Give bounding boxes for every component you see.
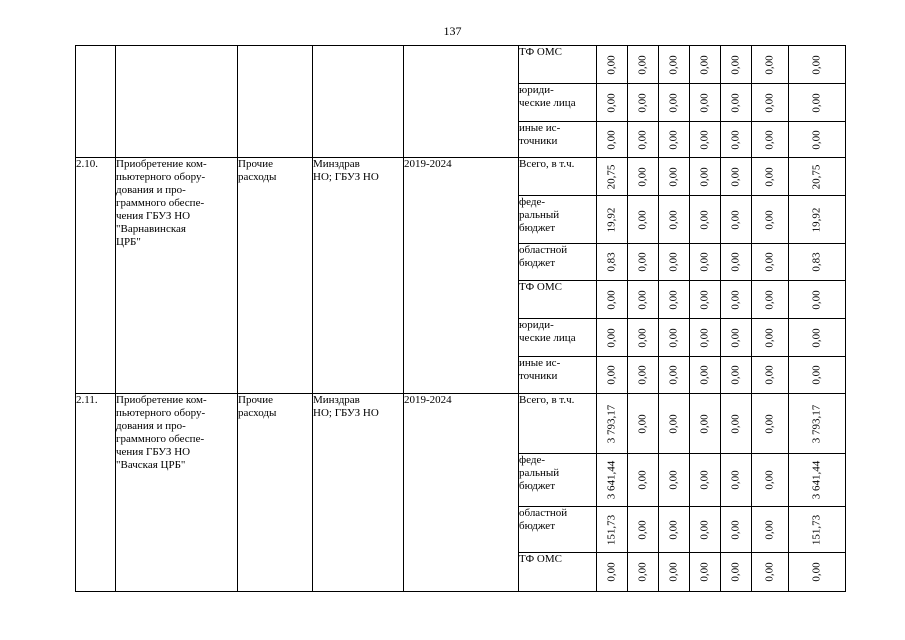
amount-cell [659, 394, 690, 454]
amount-value: 0,00 [810, 54, 823, 75]
funding-source: ТФ ОМС [519, 46, 597, 84]
amount-value: 0,00 [636, 365, 649, 385]
amount-cell [690, 244, 721, 281]
amount-value: 0,00 [729, 413, 742, 434]
amount-value: 0,00 [763, 54, 776, 75]
amount-value: 0,00 [667, 92, 680, 113]
amount-value: 0,00 [698, 365, 711, 385]
amount-cell [789, 46, 846, 84]
amount-value: 0,00 [763, 209, 776, 230]
amount-cell [752, 158, 789, 196]
amount-cell [659, 319, 690, 357]
amount-cell [721, 357, 752, 394]
amount-cell [789, 158, 846, 196]
amount-cell [789, 84, 846, 122]
amount-value: 0,00 [729, 129, 742, 150]
amount-value: 19,92 [605, 207, 618, 232]
amount-cell [597, 244, 628, 281]
amount-value: 0,00 [698, 129, 711, 150]
amount-value: 0,00 [698, 562, 711, 582]
amount-cell [721, 281, 752, 319]
amount-value: 20,75 [605, 164, 618, 189]
amount-cell [721, 394, 752, 454]
amount-cell [690, 84, 721, 122]
amount-cell [659, 122, 690, 158]
amount-cell [690, 122, 721, 158]
amount-value: 0,00 [698, 470, 711, 490]
empty-cell [76, 46, 116, 158]
amount-cell [597, 507, 628, 553]
amount-value: 151,73 [810, 514, 823, 545]
amount-value: 0,00 [667, 519, 680, 540]
amount-cell [690, 454, 721, 507]
amount-cell [628, 244, 659, 281]
amount-value: 0,00 [763, 365, 776, 385]
amount-cell [659, 196, 690, 244]
amount-cell [690, 357, 721, 394]
amount-cell [628, 122, 659, 158]
amount-cell [659, 553, 690, 592]
amount-value: 0,00 [810, 129, 823, 150]
funding-source: ТФ ОМС [519, 281, 597, 319]
amount-cell [752, 244, 789, 281]
period: 2019-2024 [404, 394, 519, 592]
amount-value: 0,00 [698, 289, 711, 310]
amount-value: 0,00 [763, 413, 776, 434]
funding-source: областной бюджет [519, 507, 597, 553]
executor: Минздрав НО; ГБУЗ НО [313, 394, 404, 592]
amount-cell [597, 394, 628, 454]
amount-value: 0,00 [763, 166, 776, 187]
amount-cell [659, 84, 690, 122]
amount-value: 0,00 [729, 519, 742, 540]
amount-value: 0,00 [729, 365, 742, 385]
amount-value: 0,00 [810, 365, 823, 385]
amount-value: 0,00 [763, 562, 776, 582]
amount-value: 0,00 [667, 289, 680, 310]
amount-cell [690, 394, 721, 454]
amount-value: 0,00 [698, 327, 711, 348]
amount-cell [789, 281, 846, 319]
item-number: 2.11. [76, 394, 116, 592]
amount-cell [597, 84, 628, 122]
amount-cell [597, 319, 628, 357]
amount-cell [789, 357, 846, 394]
amount-value: 3 641,44 [605, 460, 618, 500]
amount-cell [789, 122, 846, 158]
amount-cell [721, 454, 752, 507]
amount-value: 0,00 [729, 54, 742, 75]
amount-value: 20,75 [810, 164, 823, 189]
amount-value: 0,00 [729, 92, 742, 113]
amount-value: 0,00 [605, 92, 618, 113]
funding-source: юриди- ческие лица [519, 84, 597, 122]
amount-value: 0,00 [698, 209, 711, 230]
amount-cell [628, 454, 659, 507]
amount-value: 0,00 [605, 289, 618, 310]
empty-cell [238, 46, 313, 158]
amount-cell [659, 454, 690, 507]
amount-value: 0,00 [810, 562, 823, 582]
amount-value: 0,00 [605, 54, 618, 75]
amount-value: 0,00 [667, 365, 680, 385]
amount-cell [721, 244, 752, 281]
amount-cell [690, 507, 721, 553]
funding-source: Всего, в т.ч. [519, 394, 597, 454]
amount-cell [597, 454, 628, 507]
expense-type: Прочие расходы [238, 158, 313, 394]
amount-cell [752, 507, 789, 553]
amount-cell [721, 553, 752, 592]
funding-source: феде- ральный бюджет [519, 454, 597, 507]
amount-cell [752, 357, 789, 394]
amount-value: 0,00 [636, 413, 649, 434]
amount-value: 0,00 [729, 166, 742, 187]
amount-value: 151,73 [605, 514, 618, 545]
funding-source: иные ис- точники [519, 122, 597, 158]
amount-value: 0,00 [636, 166, 649, 187]
amount-cell [721, 122, 752, 158]
amount-value: 0,00 [763, 289, 776, 310]
item-name: Приобретение ком- пьютерного обору- дования и про- граммного обеспе- чения ГБУЗ НО "Варнавинская ЦРБ" [116, 158, 238, 394]
amount-cell [597, 357, 628, 394]
amount-cell [628, 553, 659, 592]
period: 2019-2024 [404, 158, 519, 394]
amount-value: 0,00 [636, 519, 649, 540]
amount-value: 0,00 [667, 470, 680, 490]
amount-cell [789, 196, 846, 244]
amount-cell [690, 46, 721, 84]
amount-cell [789, 394, 846, 454]
page-number: 137 [443, 24, 462, 38]
amount-value: 0,00 [698, 54, 711, 75]
amount-value: 0,00 [729, 252, 742, 272]
amount-value: 0,00 [729, 327, 742, 348]
amount-value: 0,00 [698, 92, 711, 113]
funding-source: феде- ральный бюджет [519, 196, 597, 244]
amount-cell [690, 158, 721, 196]
amount-cell [659, 244, 690, 281]
amount-cell [659, 46, 690, 84]
empty-cell [116, 46, 238, 158]
item-number: 2.10. [76, 158, 116, 394]
amount-value: 0,00 [667, 327, 680, 348]
amount-cell [597, 122, 628, 158]
amount-cell [789, 454, 846, 507]
amount-value: 0,00 [636, 562, 649, 582]
amount-value: 0,00 [667, 209, 680, 230]
amount-value: 3 641,44 [810, 460, 823, 500]
amount-cell [690, 281, 721, 319]
amount-value: 0,83 [605, 252, 618, 272]
amount-cell [752, 454, 789, 507]
amount-cell [597, 553, 628, 592]
amount-value: 0,00 [667, 166, 680, 187]
amount-value: 0,00 [698, 413, 711, 434]
amount-cell [789, 244, 846, 281]
amount-cell [597, 158, 628, 196]
amount-cell [752, 394, 789, 454]
amount-value: 0,00 [605, 562, 618, 582]
amount-cell [721, 46, 752, 84]
amount-value: 0,00 [763, 470, 776, 490]
funding-source: ТФ ОМС [519, 553, 597, 592]
amount-value: 0,00 [667, 413, 680, 434]
amount-cell [721, 158, 752, 196]
amount-value: 0,00 [667, 252, 680, 272]
amount-value: 0,00 [763, 327, 776, 348]
amount-cell [628, 158, 659, 196]
empty-cell [313, 46, 404, 158]
amount-value: 0,00 [810, 289, 823, 310]
item-name: Приобретение ком- пьютерного обору- дования и про- граммного обеспе- чения ГБУЗ НО "Вачская ЦРБ" [116, 394, 238, 592]
amount-value: 0,00 [763, 519, 776, 540]
amount-cell [690, 196, 721, 244]
table-row [76, 394, 846, 454]
funding-source: Всего, в т.ч. [519, 158, 597, 196]
amount-cell [628, 394, 659, 454]
amount-cell [659, 357, 690, 394]
amount-cell [597, 46, 628, 84]
amount-cell [789, 553, 846, 592]
amount-value: 0,00 [605, 129, 618, 150]
amount-cell [690, 319, 721, 357]
amount-cell [752, 46, 789, 84]
table-row [76, 46, 846, 84]
amount-value: 0,00 [636, 209, 649, 230]
amount-value: 0,00 [810, 327, 823, 348]
amount-cell [789, 319, 846, 357]
amount-value: 0,00 [636, 252, 649, 272]
funding-source: областной бюджет [519, 244, 597, 281]
amount-value: 0,00 [636, 92, 649, 113]
funding-source: юриди- ческие лица [519, 319, 597, 357]
amount-value: 0,00 [636, 470, 649, 490]
amount-value: 0,00 [667, 129, 680, 150]
amount-cell [628, 281, 659, 319]
amount-value: 0,00 [636, 327, 649, 348]
amount-cell [597, 196, 628, 244]
amount-cell [721, 84, 752, 122]
amount-cell [721, 319, 752, 357]
amount-cell [752, 196, 789, 244]
amount-value: 0,00 [729, 289, 742, 310]
amount-value: 0,00 [636, 54, 649, 75]
amount-cell [752, 319, 789, 357]
budget-table [75, 45, 846, 592]
amount-value: 0,00 [636, 289, 649, 310]
amount-value: 0,00 [667, 54, 680, 75]
amount-value: 0,00 [636, 129, 649, 150]
amount-cell [789, 507, 846, 553]
amount-cell [721, 196, 752, 244]
amount-value: 0,00 [605, 327, 618, 348]
amount-cell [628, 46, 659, 84]
amount-value: 0,00 [810, 92, 823, 113]
amount-value: 0,00 [698, 519, 711, 540]
amount-value: 0,00 [729, 470, 742, 490]
amount-value: 0,00 [667, 562, 680, 582]
amount-value: 0,83 [810, 252, 823, 272]
amount-cell [659, 158, 690, 196]
amount-value: 0,00 [729, 562, 742, 582]
amount-cell [659, 507, 690, 553]
amount-cell [628, 507, 659, 553]
executor: Минздрав НО; ГБУЗ НО [313, 158, 404, 394]
amount-cell [659, 281, 690, 319]
amount-cell [721, 507, 752, 553]
amount-value: 0,00 [729, 209, 742, 230]
expense-type: Прочие расходы [238, 394, 313, 592]
amount-value: 0,00 [763, 129, 776, 150]
amount-cell [628, 196, 659, 244]
empty-cell [404, 46, 519, 158]
funding-source: иные ис- точники [519, 357, 597, 394]
amount-value: 0,00 [763, 92, 776, 113]
amount-cell [628, 357, 659, 394]
amount-value: 3 793,17 [810, 404, 823, 443]
amount-cell [628, 319, 659, 357]
amount-value: 0,00 [698, 252, 711, 272]
amount-value: 0,00 [605, 365, 618, 385]
amount-cell [597, 281, 628, 319]
amount-cell [752, 281, 789, 319]
amount-cell [690, 553, 721, 592]
amount-value: 0,00 [698, 166, 711, 187]
amount-cell [752, 122, 789, 158]
amount-value: 0,00 [763, 252, 776, 272]
amount-cell [752, 553, 789, 592]
amount-cell [628, 84, 659, 122]
amount-value: 3 793,17 [605, 404, 618, 443]
table-row [76, 158, 846, 196]
amount-value: 19,92 [810, 207, 823, 232]
amount-cell [752, 84, 789, 122]
